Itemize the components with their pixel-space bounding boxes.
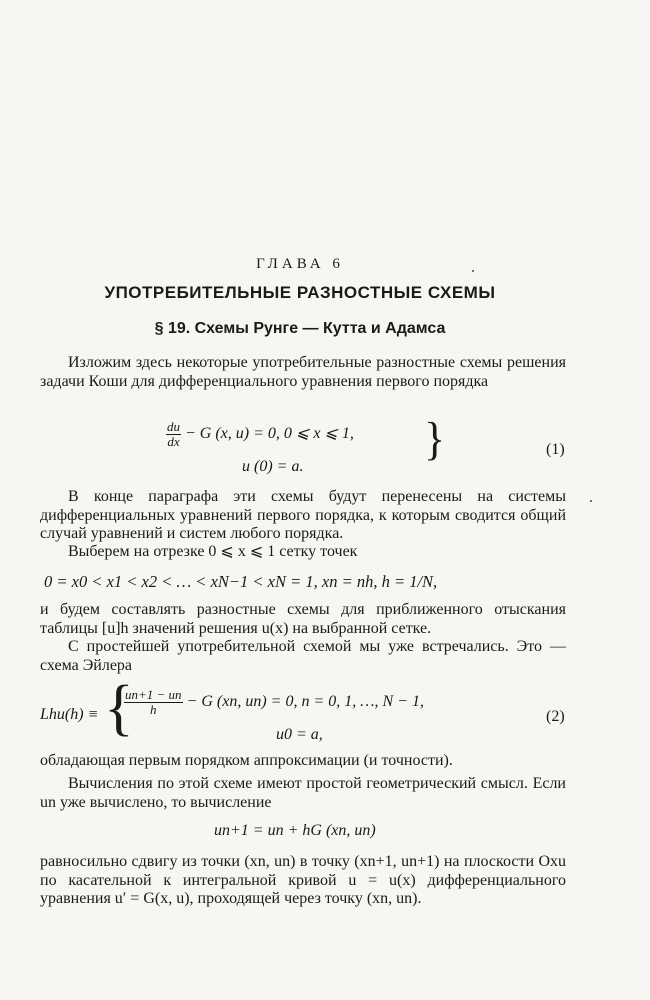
paragraph-geometric: Вычисления по этой схеме имеют простой геометрический смысл. Если un уже вычислено, то вычисление [40,775,566,811]
right-brace: } [424,413,446,466]
equation-euler-step: un+1 = un + hG (xn, un) [214,822,376,839]
equation-2-line-2: u0 = a, [276,726,323,743]
paragraph-grid-intro: Выберем на отрезке 0 ⩽ x ⩽ 1 сетку точек [68,543,358,560]
chapter-label: ГЛАВА 6 [256,256,344,272]
paragraph-table: и будем составлять разностные схемы для приближенного отыскания таблицы [u]h значений решения u(x) на выбранной сетке. [40,601,566,637]
paragraph-approximation: обладающая первым порядком аппроксимации (и точности). [40,752,453,769]
paragraph-euler-intro: С простейшей употребительной схемой мы уже встречались. Это — схема Эйлера [40,638,566,674]
equation-2-lhs: Lhu(h) ≡ [40,706,99,723]
equation-1-line-2: u (0) = a. [242,458,304,475]
scan-speck [472,270,474,272]
section-title: § 19. Схемы Рунге — Кутта и Адамса [154,320,446,337]
left-brace: { [104,674,134,742]
equation-grid: 0 = x0 < x1 < x2 < … < xN−1 < xN = 1, xn = nh, h = 1/N, [44,572,438,591]
equation-number-1: (1) [546,441,565,458]
fraction-difference: $\frac{un+1 - un}{h}$ [125,687,182,717]
chapter-title: УПОТРЕБИТЕЛЬНЫЕ РАЗНОСТНЫЕ СХЕМЫ [104,283,496,302]
scan-speck [590,500,592,502]
equation-number-2: (2) [546,708,565,725]
equation-1-line-1: $\frac{du}{dx}$ − G (x, u) = 0, 0 ⩽ x ⩽ 1, [167,419,354,449]
equation-2-line-1: $\frac{un+1 - un}{h}$ − G (xn, un) = 0, n = 0, 1, …, N − 1, [125,687,424,717]
fraction-du-dx: $\frac{du}{dx}$ [167,419,180,449]
paragraph-systems: В конце параграфа эти схемы будут перенесены на системы дифференциальных уравнений первого порядка, к которым сводится общий случай уравнений и систем любого порядка. [40,488,566,542]
paragraph-intro: Изложим здесь некоторые употребительные разностные схемы решения задачи Коши для дифференциального уравнения первого порядка [40,354,566,390]
paragraph-shift: равносильно сдвигу из точки (xn, un) в точку (xn+1, un+1) на плоскости Oxu по касательной к интегральной кривой u = u(x) дифференциального уравнения u′ = G(x, u), проходящей через точку (xn, un). [40,853,566,907]
